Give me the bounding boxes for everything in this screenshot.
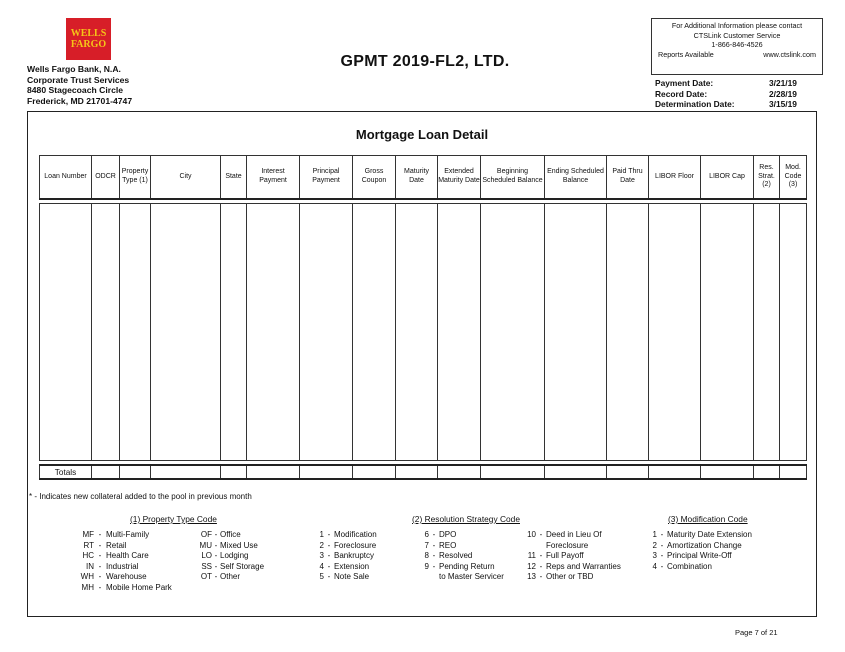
legend-code: HC [82, 551, 94, 561]
legend-code: 4 [319, 561, 324, 571]
resolution-legend-title: (2) Resolution Strategy Code [412, 514, 520, 524]
legend-dash: - [432, 561, 436, 571]
legend-dash: - [539, 551, 543, 561]
column-header: ODCR [92, 156, 120, 200]
modification-legend-title: (3) Modification Code [668, 514, 748, 524]
section-title: Mortgage Loan Detail [355, 127, 489, 142]
legend-code: 4 [652, 561, 657, 571]
address-line: Frederick, MD 21701-4747 [27, 95, 133, 106]
column-header: Principal Payment [300, 156, 353, 200]
legend-description: Maturity Date Extension [667, 530, 752, 539]
legend-dash: - [98, 540, 102, 550]
legend-dash: - [432, 551, 436, 561]
date-label: Determination Date: [655, 99, 735, 110]
legend-code: 7 [424, 540, 429, 550]
legend-code: OF [200, 530, 212, 539]
column-header: Ending Scheduled Balance [545, 156, 607, 200]
property-type-list-2 [192, 530, 280, 583]
legend-description: Industrial [106, 561, 139, 571]
legend-description: Lodging [220, 551, 249, 561]
legend-dash: - [432, 540, 436, 550]
legend-description: Retail [106, 540, 127, 550]
legend-code [413, 572, 429, 583]
legend-code: 3 [652, 551, 657, 561]
column-header: Property Type (1) [120, 156, 151, 200]
property-type-list-1 [72, 530, 174, 594]
legend-code: 11 [527, 551, 536, 561]
column-header: Res. Strat. (2) [754, 156, 780, 200]
legend-code: 6 [424, 530, 429, 539]
legend-code: SS [201, 561, 212, 571]
legend-code: 5 [319, 572, 324, 582]
legend-description: Health Care [106, 551, 149, 561]
page-number: Page 7 of 21 [735, 628, 778, 637]
legend-description: Note Sale [334, 572, 370, 582]
column-header: Loan Number [40, 156, 92, 200]
column-header: Paid Thru Date [607, 156, 649, 200]
legend-code [518, 541, 536, 552]
legend-description: Self Storage [220, 561, 265, 571]
legend-description: Mixed Use [220, 540, 258, 550]
legend-description: Resolved [439, 551, 473, 561]
legend-code: 3 [319, 551, 324, 561]
legend-description: Extension [334, 561, 370, 571]
date-label: Record Date: [655, 88, 708, 99]
legend-description: DPO [439, 530, 457, 539]
legend-dash: - [660, 540, 664, 550]
column-header: State [221, 156, 247, 200]
address-line: Wells Fargo Bank, N.A. [27, 64, 121, 74]
legend-code: RT [83, 540, 94, 550]
column-header: LIBOR Floor [649, 156, 701, 200]
date-value: 3/21/19 [769, 78, 797, 88]
legend-dash: - [539, 530, 543, 539]
legend-dash [429, 572, 439, 583]
column-header: Beginning Scheduled Balance [481, 156, 545, 200]
legend-code: IN [86, 561, 94, 571]
legend-dash: - [539, 561, 543, 571]
legend-code: 10 [527, 530, 536, 539]
legend-dash: - [539, 572, 543, 582]
legend-description: Other or TBD [546, 572, 594, 582]
legend-code: MU [199, 540, 212, 550]
legend-code: 12 [527, 561, 536, 571]
website-link[interactable]: www.ctslink.com [763, 49, 816, 59]
legend-dash: - [98, 530, 102, 539]
contact-box [651, 18, 823, 75]
date-label: Payment Date: [655, 78, 714, 88]
column-header: Extended Maturity Date [438, 156, 481, 200]
column-header: City [151, 156, 221, 200]
key-dates [655, 78, 797, 110]
column-header: Mod. Code (3) [780, 156, 807, 200]
legend-code: 2 [319, 540, 324, 550]
address-line: Corporate Trust Services [27, 74, 130, 85]
legend-code: MF [82, 530, 94, 539]
legend-dash: - [214, 551, 218, 561]
legend-dash: - [660, 551, 664, 561]
column-header: Gross Coupon [353, 156, 396, 200]
legend-dash: - [98, 551, 102, 561]
legend-description: Pending Return [439, 561, 495, 571]
totals-label: Totals [40, 465, 92, 479]
table-header-row [40, 156, 807, 200]
legend-code: 2 [652, 540, 657, 550]
reports-label: Reports Available [658, 49, 714, 59]
legend-dash [536, 541, 546, 552]
legend-dash: - [327, 572, 331, 582]
table-body-row [40, 204, 807, 461]
column-header: Interest Payment [247, 156, 300, 200]
date-value: 3/15/19 [769, 99, 797, 110]
legend-description: Combination [667, 561, 712, 571]
legend-dash: - [327, 561, 331, 571]
legend-description: Office [220, 530, 241, 539]
legend-dash: - [660, 561, 664, 571]
issuer-address [27, 64, 132, 106]
resolution-list-3 [518, 530, 636, 583]
legend-code: OT [200, 572, 212, 582]
mortgage-loan-table [39, 155, 807, 480]
modification-list [645, 530, 787, 572]
legend-description: Full Payoff [546, 551, 584, 561]
legend-dash: - [660, 530, 664, 539]
footnote: * - Indicates new collateral added to the pool in previous month [29, 492, 252, 501]
contact-phone: 1-866-846-4526 [711, 40, 763, 49]
legend-code: 1 [319, 530, 324, 539]
legend-dash: - [214, 572, 218, 582]
logo-line2: FARGO [70, 39, 107, 50]
legend-dash: - [98, 572, 102, 582]
legend-description: Mobile Home Park [106, 582, 172, 592]
legend-dash: - [214, 561, 218, 571]
date-value: 2/28/19 [769, 88, 797, 99]
document-title: GPMT 2019-FL2, LTD. [340, 53, 510, 70]
logo-line1: WELLS [70, 28, 107, 39]
resolution-list-1 [308, 530, 396, 583]
legend-dash: - [327, 530, 331, 539]
legend-description: REO [439, 540, 457, 550]
legend-code: LO [201, 551, 212, 561]
legend-code: 1 [652, 530, 657, 539]
legend-description: Modification [334, 530, 377, 539]
legend-code: 9 [424, 561, 429, 571]
legend-code: 8 [424, 551, 429, 561]
legend-dash: - [214, 540, 218, 550]
resolution-list-2 [413, 530, 529, 583]
legend-code: MH [81, 582, 94, 592]
legend-dash: - [98, 582, 102, 592]
wells-fargo-logo [66, 18, 111, 60]
legend-description: Bankruptcy [334, 551, 375, 561]
totals-row [40, 465, 807, 479]
legend-dash: - [214, 530, 218, 539]
legend-description: Principal Write-Off [667, 551, 732, 561]
legend-code: 13 [527, 572, 536, 582]
legend-description: Foreclosure [334, 540, 377, 550]
legend-description: Warehouse [106, 572, 147, 582]
legend-dash: - [98, 561, 102, 571]
legend-description: Multi-Family [106, 530, 150, 539]
address-line: 8480 Stagecoach Circle [27, 85, 124, 96]
legend-description: Amortization Change [667, 540, 742, 550]
legend-description: Reps and Warranties [546, 561, 621, 571]
legend-description: to Master Servicer [439, 572, 504, 582]
column-header: LIBOR Cap [701, 156, 754, 200]
legend-dash: - [327, 551, 331, 561]
legend-description: Foreclosure [546, 540, 589, 550]
legend-dash: - [432, 530, 436, 539]
contact-line1: For Additional Information please contact [671, 21, 803, 30]
column-header: Maturity Date [396, 156, 438, 200]
legend-code: WH [80, 572, 94, 582]
legend-description: Deed in Lieu Of [546, 530, 602, 539]
contact-line2: CTSLink Customer Service [693, 30, 781, 40]
legend-dash: - [327, 540, 331, 550]
property-type-legend-title: (1) Property Type Code [130, 514, 217, 524]
legend-description: Other [220, 572, 241, 582]
